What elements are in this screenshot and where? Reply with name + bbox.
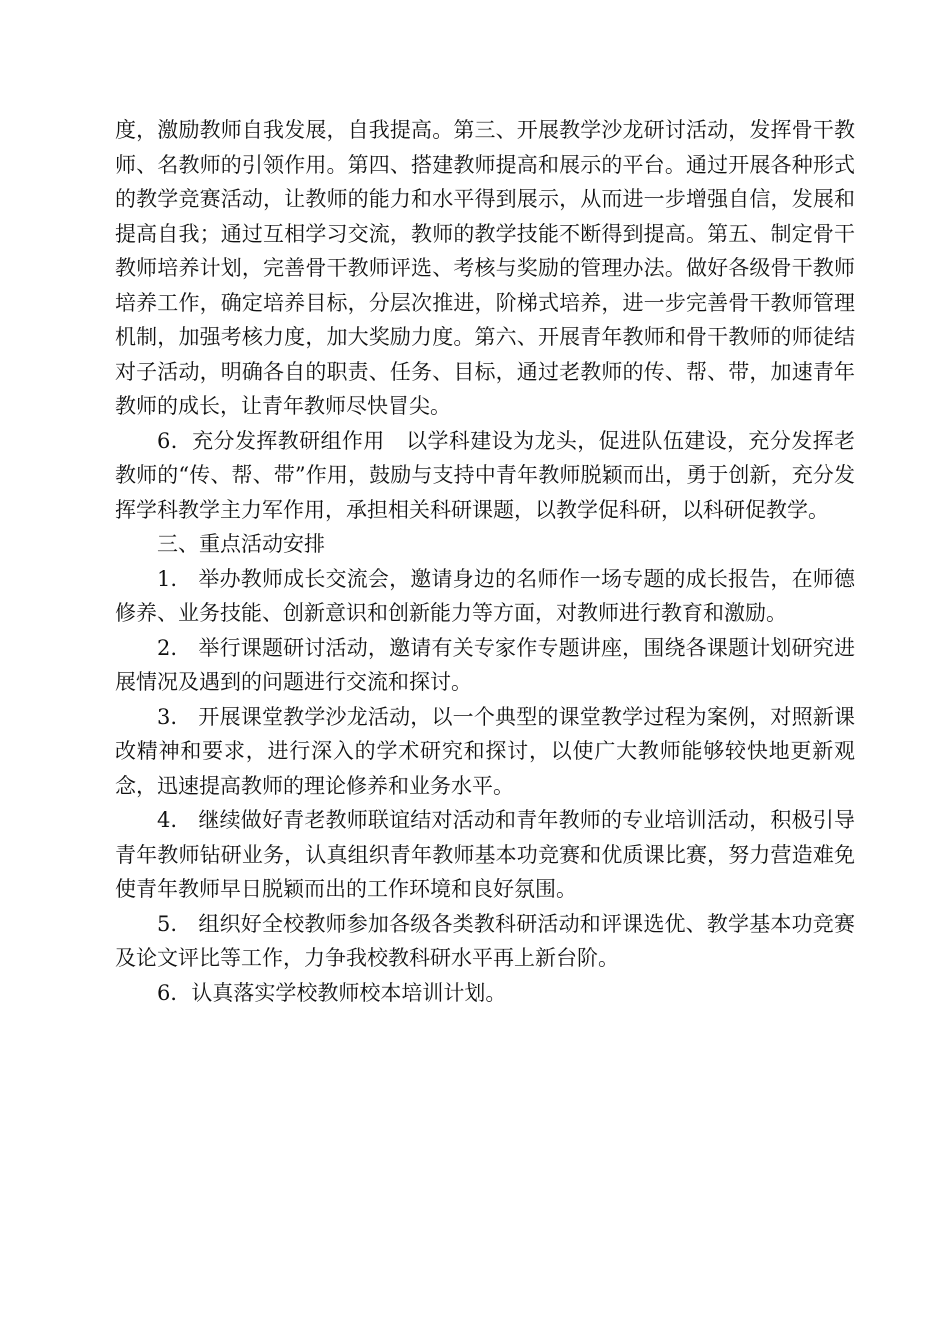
document-page (115, 113, 855, 1010)
activity-item-6: 6．认真落实学校教师校本培训计划。 (157, 980, 507, 1005)
activity-item-3: 3. 开展课堂教学沙龙活动，以一个典型的课堂教学过程为案例，对照新课改精神和要求，进行深入的学术研究和探讨，以使广大教师能够较快地更新观念，迅速提高教师的理论修养和业务水平。 (115, 704, 855, 798)
paragraph-teacher-development-measures: 度，激励教师自我发展，自我提高。第三、开展教学沙龙研讨活动，发挥骨干教师、名教师的引领作用。第四、搭建教师提高和展示的平台。通过开展各种形式的教学竞赛活动，让教师的能力和水平得到展示，从而进一步增强自信，发展和提高自我；通过互相学习交流，教师的教学技能不断得到提高。第五、制定骨干教师培养计划，完善骨干教师评选、考核与奖励的管理办法。做好各级骨干教师培养工作，确定培养目标，分层次推进，阶梯式培养，进一步完善骨干教师管理机制，加强考核力度，加大奖励力度。第六、开展青年教师和骨干教师的师徒结对子活动，明确各自的职责、任务、目标，通过老教师的传、帮、带，加速青年教师的成长，让青年教师尽快冒尖。 (115, 118, 855, 418)
section-heading-key-activities: 三、重点活动安排 (157, 532, 325, 556)
paragraph-teaching-research-group: 6．充分发挥教研组作用 以学科建设为龙头，促进队伍建设，充分发挥老教师的“传、帮、带”作用，鼓励与支持中青年教师脱颖而出，勇于创新，充分发挥学科教学主力军作用，承担相关科研课题，以教学促科研，以科研促教学。 (115, 428, 855, 522)
activity-item-5: 5. 组织好全校教师参加各级各类教科研活动和评课选优、教学基本功竞赛及论文评比等工作，力争我校教科研水平再上新台阶。 (115, 911, 855, 970)
activity-item-1: 1. 举办教师成长交流会，邀请身边的名师作一场专题的成长报告，在师德修养、业务技能、创新意识和创新能力等方面，对教师进行教育和激励。 (115, 566, 855, 625)
activity-item-4: 4. 继续做好青老教师联谊结对活动和青年教师的专业培训活动，积极引导青年教师钻研业务，认真组织青年教师基本功竞赛和优质课比赛，努力营造难免使青年教师早日脱颖而出的工作环境和良好氛围。 (115, 808, 855, 901)
activity-item-2: 2. 举行课题研讨活动，邀请有关专家作专题讲座，围绕各课题计划研究进展情况及遇到的问题进行交流和探讨。 (115, 635, 855, 694)
